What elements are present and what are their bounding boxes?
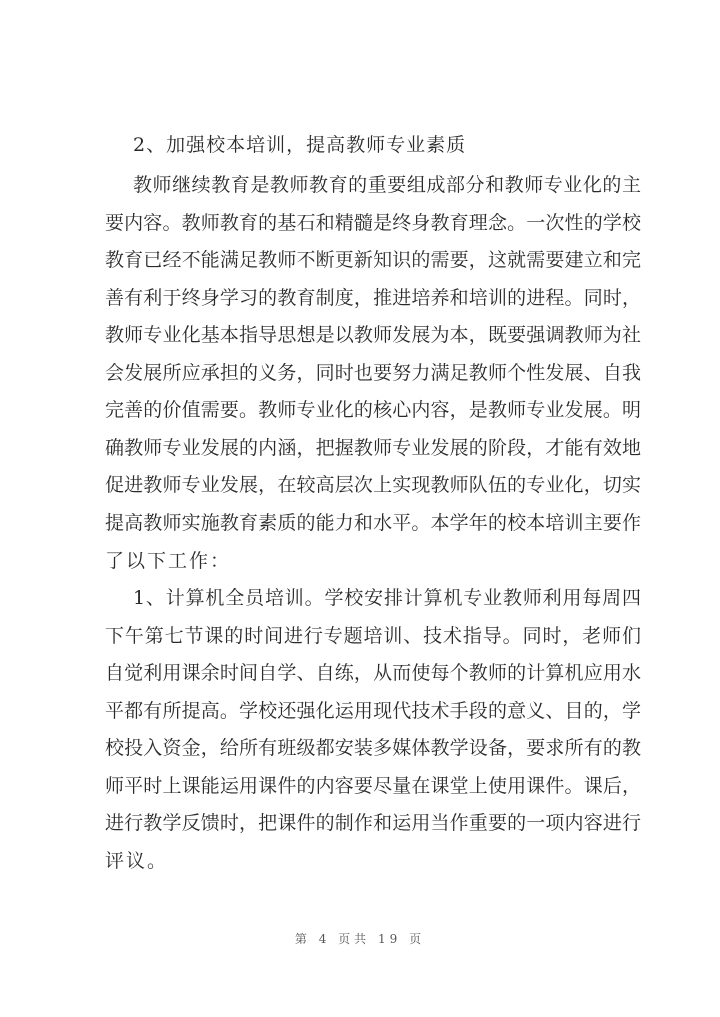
paragraph2-line: 评议。 — [105, 850, 169, 872]
paragraph2-line: 自觉利用课余时间自学、自练，从而使每个教师的计算机应用水 — [105, 662, 641, 684]
paragraph1-line: 教育已经不能满足教师不断更新知识的需要，这就需要建立和完 — [105, 249, 641, 271]
paragraph1-line: 了以下工作： — [105, 550, 232, 572]
paragraph2-line: 进行教学反馈时，把课件的制作和运用当作重要的一项内容进行 — [105, 812, 641, 834]
paragraph1-line: 会发展所应承担的义务，同时也要努力满足教师个性发展、自我 — [105, 362, 641, 384]
paragraph1-line: 完善的价值需要。教师专业化的核心内容，是教师专业发展。明 — [105, 399, 641, 421]
paragraph1-line: 促进教师专业发展，在较高层次上实现教师队伍的专业化，切实 — [105, 474, 641, 496]
paragraph2-line: 校投入资金，给所有班级都安装多媒体教学设备，要求所有的教 — [105, 737, 641, 759]
paragraph2-line: 下午第七节课的时间进行专题培训、技术指导。同时，老师们 — [105, 625, 641, 647]
paragraph1-line: 要内容。教师教育的基石和精髓是终身教育理念。一次性的学校 — [105, 212, 641, 234]
paragraph1-line: 教师专业化基本指导思想是以教师发展为本，既要强调教师为社 — [105, 324, 641, 346]
paragraph1-line: 教师继续教育是教师教育的重要组成部分和教师专业化的主 — [133, 174, 641, 196]
paragraph1-line: 善有利于终身学习的教育制度，推进培养和培训的进程。同时， — [105, 287, 641, 309]
paragraph2-line: 师平时上课能运用课件的内容要尽量在课堂上使用课件。课后， — [105, 775, 641, 797]
page-number-footer: 第 4 页共 19 页 — [294, 932, 426, 946]
paragraph2-line: 1、计算机全员培训。学校安排计算机专业教师利用每周四 — [133, 587, 641, 609]
paragraph1-line: 确教师专业发展的内涵，把握教师专业发展的阶段，才能有效地 — [105, 437, 641, 459]
paragraph2-line: 平都有所提高。学校还强化运用现代技术手段的意义、目的，学 — [105, 700, 641, 722]
paragraph1-line: 提高教师实施教育素质的能力和水平。本学年的校本培训主要作 — [105, 512, 641, 534]
section-heading: 2、加强校本培训，提高教师专业素质 — [133, 134, 467, 156]
